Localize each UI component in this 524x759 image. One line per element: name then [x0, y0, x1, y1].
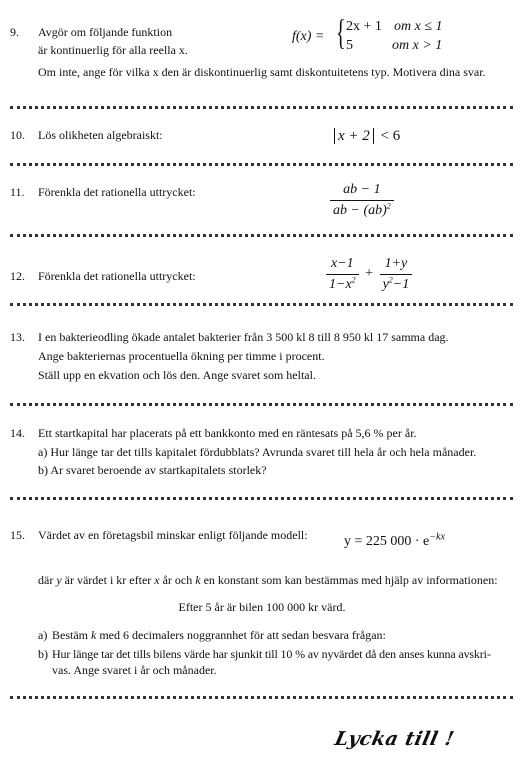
q12-f1-den: $1-x^2$	[326, 274, 359, 294]
q9-case2-expr: 5	[346, 38, 353, 53]
q12-number: 12.	[10, 269, 25, 283]
q12-f2-den: $y^2-1$	[380, 274, 413, 294]
q9-line1: Avgör om följande funktion	[38, 25, 173, 39]
q12-f1-num: x−1	[331, 256, 354, 271]
q15-a-text: Bestäm k med 6 decimalers noggrannhet för att sedan besvara frågan:	[52, 628, 386, 642]
q9-number: 9.	[10, 25, 19, 39]
separator	[10, 403, 513, 407]
q14-number: 14.	[10, 426, 25, 440]
q15-b-label: b)	[38, 647, 48, 661]
q10-number: 10.	[10, 128, 25, 142]
q14-line3: b) Ar svaret beroende av startkapitalets storlek?	[38, 463, 267, 477]
separator	[10, 497, 513, 501]
separator	[10, 163, 513, 167]
q12-text: Förenkla det rationella uttrycket:	[38, 269, 196, 283]
separator	[10, 106, 513, 110]
q14-line2: a) Hur länge tar det tills kapitalet fördubblats? Avrunda svaret till hela år och hela månader.	[38, 445, 477, 459]
q12-expression	[326, 255, 412, 293]
q11-text: Förenkla det rationella uttrycket:	[38, 185, 196, 199]
q15-a-label: a)	[38, 628, 48, 642]
q15-b-line1: Hur länge tar det tills bilens värde har sjunkit till 10 % av nyvärdet då den anses kunna avskri-	[52, 647, 491, 661]
q11-number: 11.	[10, 185, 25, 199]
q13-line2: Ange bakteriernas procentuella ökning per timme i procent.	[38, 349, 325, 363]
q15-b-line2: vas. Ange svaret i år och månader.	[52, 663, 217, 677]
q9-case1-cond: om x ≤ 1	[394, 19, 443, 34]
q15-line1: Värdet av en företagsbil minskar enligt följande modell:	[38, 528, 308, 542]
q9-fx: f(x) =	[292, 29, 325, 44]
q13-line1: I en bakterieodling ökade antalet bakterier från 3 500 kl 8 till 8 950 kl 17 samma dag.	[38, 330, 449, 344]
q11-numerator: ab − 1	[343, 182, 381, 197]
q15-description: där y är värdet i kr efter x år och k en konstant som kan bestämmas med hjälp av informationen:	[38, 573, 498, 587]
q14-line1: Ett startkapital har placerats på ett bankkonto med en räntesats på 5,6 % per år.	[38, 426, 417, 440]
q11-denominator: ab − (ab)$^2$	[330, 200, 394, 220]
q10-rhs: < 6	[380, 128, 401, 144]
q10-text: Lös olikheten algebraiskt:	[38, 128, 163, 142]
q9-line2: är kontinuerlig för alla reella x.	[38, 43, 188, 57]
q9-line3: Om inte, ange för vilka x den är diskontinuerlig samt diskontuitetens typ. Motivera dina svar.	[38, 65, 486, 79]
separator	[10, 696, 513, 700]
q13-number: 13.	[10, 330, 25, 344]
separator	[10, 303, 513, 307]
q10-abs: x + 2	[334, 128, 374, 144]
q9-case1-expr: 2x + 1	[346, 19, 382, 34]
q10-inequality	[334, 127, 400, 146]
q15-number: 15.	[10, 528, 25, 542]
q12-plus: +	[365, 266, 374, 282]
q12-f2-num: 1+y	[384, 256, 408, 271]
separator	[10, 234, 513, 238]
q15-formula: y = 225 $000 \cdot e^{-kx}$	[344, 531, 445, 549]
q13-line3: Ställ upp en ekvation och lös den. Ange svaret som heltal.	[38, 368, 316, 382]
q15-info: Efter 5 år är bilen 100 000 kr värd.	[178, 600, 346, 614]
closing-signature: Lycka till !	[332, 728, 457, 750]
q9-brace: {	[336, 12, 346, 52]
q11-fraction	[330, 181, 394, 219]
q9-case2-cond: om x > 1	[392, 38, 443, 53]
